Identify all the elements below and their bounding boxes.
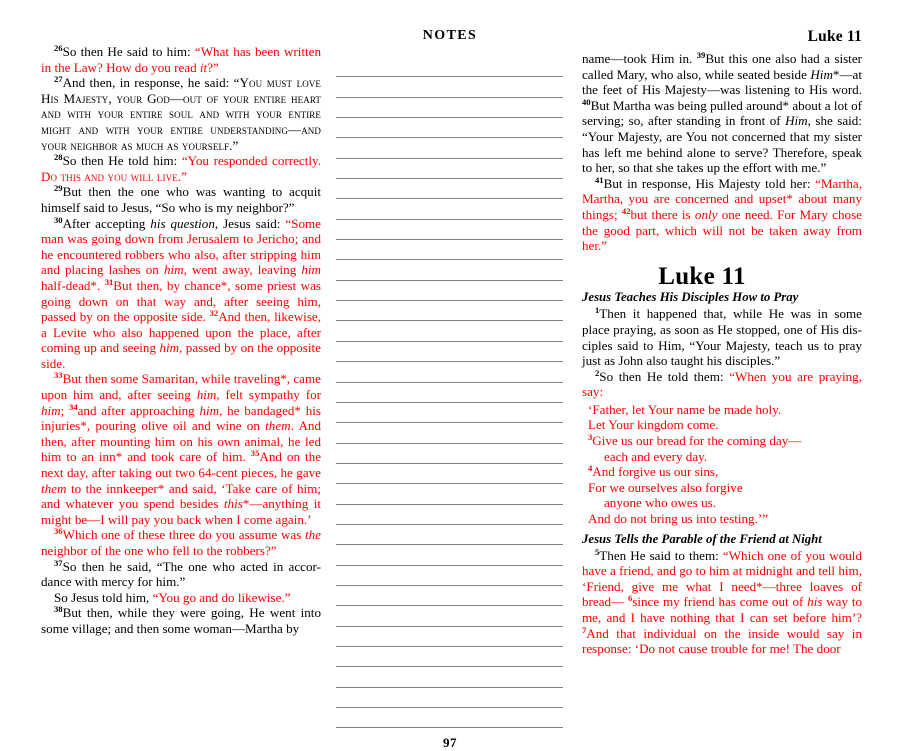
poetry-line xyxy=(582,433,862,449)
note-line[interactable] xyxy=(336,566,563,586)
verse-text: “Some man was going down from Jerusalem to Jericho; and he encountered robbers who also, after stripping him and placing lashes on xyxy=(41,215,321,278)
verse-text: , Jesus said: xyxy=(214,215,286,231)
verse-number: 40 xyxy=(582,96,591,107)
verse-number: 4 xyxy=(588,463,593,474)
verse-text: “You responded correctly. xyxy=(181,153,321,169)
note-line[interactable] xyxy=(336,138,563,158)
verse-text: only xyxy=(694,206,718,222)
poetry-line xyxy=(582,402,862,418)
verse-text: way to me, and I have nothing that I can set before him’? xyxy=(582,594,862,625)
verse-text: the xyxy=(305,527,321,543)
note-line[interactable] xyxy=(336,301,563,321)
verse-text: to the innkeeper* and said, ‘Take care of him; and whatever you spend besides xyxy=(41,480,321,512)
verse-paragraph xyxy=(582,176,862,254)
note-line[interactable] xyxy=(336,444,563,464)
verse-text: And that individual on the inside would say in response: ‘Do not cause trouble for me! The door xyxy=(582,625,862,657)
section-heading: Jesus Teaches His Disciples How to Pray xyxy=(582,290,799,305)
note-line[interactable] xyxy=(336,586,563,606)
prayer-poetry-block xyxy=(582,402,862,527)
left-column-text xyxy=(41,44,321,637)
verse-text: And forgive us our sins, xyxy=(592,464,719,480)
verse-number: 5 xyxy=(595,546,600,557)
verse-text: anyone who owes us. xyxy=(604,495,717,511)
poetry-line xyxy=(582,495,862,511)
verse-text: Let Your kingdom come. xyxy=(588,417,719,433)
verse-text: his xyxy=(807,594,823,610)
verse-paragraph xyxy=(582,306,862,368)
note-line[interactable] xyxy=(336,98,563,118)
verse-number: 1 xyxy=(595,305,600,316)
verse-number: 31 xyxy=(104,276,114,287)
note-line[interactable] xyxy=(336,403,563,423)
verse-text: and after approaching xyxy=(77,402,200,418)
verse-text: name—took Him in. xyxy=(582,51,697,66)
note-line[interactable] xyxy=(336,647,563,667)
verse-text: But then the one who was wanting to acquit himself said to Jesus, “So who is my neighbor?” xyxy=(41,184,321,215)
verse-text: him xyxy=(196,387,217,403)
note-line[interactable] xyxy=(336,57,563,77)
note-line[interactable] xyxy=(336,118,563,138)
verse-text: one need. For Mary chose the good part, which will not be taken away from her.” xyxy=(582,206,862,254)
right-scripture-column xyxy=(582,28,862,698)
page-number: 97 xyxy=(443,735,457,751)
note-line[interactable] xyxy=(336,199,563,219)
verse-number: 2 xyxy=(595,367,600,378)
verse-text: half-dead*. xyxy=(41,277,105,293)
verse-text: But then some Samaritan, while traveling*, came upon him and, after seeing xyxy=(41,371,321,403)
note-line[interactable] xyxy=(336,627,563,647)
right-column-text xyxy=(582,28,862,657)
verse-text: it xyxy=(199,59,208,75)
verse-number: 27 xyxy=(54,74,63,85)
verse-paragraph xyxy=(41,75,321,153)
verse-number: 38 xyxy=(54,604,63,615)
verse-text: neighbor of the one who fell to the robbers?” xyxy=(41,543,277,558)
verse-text: And do not bring us into testing.’” xyxy=(588,511,769,527)
left-scripture-column xyxy=(41,44,321,704)
verse-text: But Martha was being pulled around* about a lot of serving; so, after standing in front of xyxy=(582,97,862,129)
verse-text: *—anything it might be—I will pay you back when I come again.’ xyxy=(41,496,322,527)
poetry-line xyxy=(582,449,862,465)
verse-text: Give us our bread for the coming day— xyxy=(592,433,802,449)
verse-text: Him xyxy=(810,66,833,82)
notes-ruled-lines[interactable] xyxy=(336,57,563,728)
verse-text: him xyxy=(159,340,180,356)
verse-number: 35 xyxy=(250,448,260,459)
verse-paragraph xyxy=(41,184,321,215)
verse-text: him xyxy=(301,262,321,278)
verse-number: 36 xyxy=(54,526,63,537)
verse-number: 28 xyxy=(54,152,63,163)
verse-paragraph xyxy=(41,559,321,590)
verse-paragraph xyxy=(41,153,321,184)
verse-paragraph xyxy=(41,605,321,636)
verse-text: So then He told him: xyxy=(62,153,182,169)
verse-text: Him xyxy=(785,113,808,129)
note-line[interactable] xyxy=(336,688,563,708)
verse-text: .” xyxy=(177,168,187,184)
note-line[interactable] xyxy=(336,667,563,687)
verse-number: 3 xyxy=(588,432,593,443)
verse-number: 37 xyxy=(54,557,63,568)
verse-text: So then He said to him: xyxy=(62,44,195,59)
verse-number: 34 xyxy=(69,401,78,412)
verse-text: Then it happened that, while He was in some place praying, as soon as He stopped, one of His dis-ciples said to Him, “Your Majesty, teach us to pray just as John also taught his disciples.” xyxy=(582,306,862,369)
poetry-line xyxy=(582,417,862,433)
verse-text: ?” xyxy=(207,59,219,75)
verse-text: since my friend has come out of xyxy=(632,594,808,610)
verse-text: You must love His Majesty, your God—out of your entire heart and with your entire soul and with your entire might and with your entire understanding—and your neighbor as much as yourself xyxy=(41,75,321,153)
verse-text: So then he said, “The one who acted in accor-dance with mercy for him.” xyxy=(41,558,321,590)
verse-text: “When you are praying, say: xyxy=(582,368,862,400)
notes-heading: NOTES xyxy=(422,28,478,43)
verse-paragraph xyxy=(41,527,321,558)
note-line[interactable] xyxy=(336,423,563,443)
verse-text: And then, likewise, a Levite who also happened upon the place, after coming up and seeing xyxy=(41,309,322,356)
verse-text: “Martha, Martha, you are concerned and upset* about many things; xyxy=(582,175,862,222)
chapter-title: Luke 11 xyxy=(658,262,746,290)
poetry-line xyxy=(582,480,862,496)
verse-paragraph xyxy=(582,369,862,400)
verse-number: 26 xyxy=(54,43,63,53)
verse-text: him xyxy=(163,262,184,278)
note-line[interactable] xyxy=(336,362,563,382)
note-line[interactable] xyxy=(336,321,563,341)
verse-paragraph xyxy=(582,548,862,657)
verse-text: him xyxy=(199,402,220,418)
verse-paragraph xyxy=(41,216,321,372)
verse-number: 41 xyxy=(595,174,604,185)
verse-text: Do this and you will live xyxy=(41,168,178,184)
verse-text: Then He said to them: xyxy=(599,547,723,563)
verse-text: Which one of these three do you assume was xyxy=(62,527,305,543)
verse-text: , passed by on the opposite side. xyxy=(41,340,321,371)
verse-text: “What has been written in the Law? How do you read xyxy=(41,44,321,75)
verse-text: ‘Father, let Your name be made holy. xyxy=(588,401,782,417)
verse-number: 39 xyxy=(696,50,706,60)
verse-text: .” xyxy=(229,137,239,153)
verse-text: them xyxy=(41,480,67,496)
verse-text: this xyxy=(223,496,243,512)
note-line[interactable] xyxy=(336,505,563,525)
verse-text: , felt sympathy for xyxy=(216,387,321,403)
verse-text: “You go and do likewise.” xyxy=(152,589,291,605)
note-line[interactable] xyxy=(336,220,563,240)
verse-text: ; xyxy=(60,402,70,418)
note-line[interactable] xyxy=(336,606,563,626)
note-line[interactable] xyxy=(336,383,563,403)
running-head: Luke 11 xyxy=(807,28,862,45)
verse-text: him xyxy=(41,402,61,418)
verse-text: But then, by chance*, some priest was going down on that way and, after seeing him, passed by on the opposite side. xyxy=(41,277,321,325)
verse-text: But this one also had a sister called Mary, who also, while seated beside xyxy=(582,51,862,82)
section-heading: Jesus Tells the Parable of the Friend at Night xyxy=(582,531,822,546)
verse-text: , he bandaged* his injuries*, pouring olive oil and wine on xyxy=(41,402,322,434)
verse-paragraph xyxy=(41,44,321,75)
verse-text: . And then, after mounting him on his own animal, he led him to an inn* and took care of him. xyxy=(41,418,321,465)
verse-paragraph xyxy=(41,371,321,527)
verse-paragraph xyxy=(41,590,321,606)
verse-text: But then, while they were going, He went into some village; and then some woman—Martha by xyxy=(41,605,321,636)
verse-text: After accepting xyxy=(62,215,151,231)
verse-text: his question xyxy=(150,215,215,231)
verse-text: “Which one of you would have a friend, and go to him at midnight and tell him, ‘Friend, give me what I need*—three loaves of bread— xyxy=(582,547,862,610)
verse-text: But in response, His Majesty told her: xyxy=(603,175,816,191)
verse-text: them xyxy=(265,418,291,434)
note-line[interactable] xyxy=(336,342,563,362)
verse-number: 32 xyxy=(209,308,219,319)
note-line[interactable] xyxy=(336,464,563,484)
note-line[interactable] xyxy=(336,159,563,179)
verse-text: For we ourselves also forgive xyxy=(588,479,743,495)
verse-number: 6 xyxy=(627,593,633,604)
note-line[interactable] xyxy=(336,281,563,301)
note-line[interactable] xyxy=(336,545,563,565)
note-line[interactable] xyxy=(336,260,563,280)
verse-number: 33 xyxy=(54,370,63,381)
verse-text: So then He told them: xyxy=(599,368,730,384)
poetry-line xyxy=(582,464,862,480)
verse-number: 30 xyxy=(54,214,63,225)
verse-paragraph xyxy=(582,51,862,176)
note-line[interactable] xyxy=(336,240,563,260)
verse-number: 29 xyxy=(54,183,63,194)
notes-column xyxy=(336,28,564,751)
verse-text: And then, in response, he said: “ xyxy=(62,75,240,91)
verse-text: , she said: “Your Majesty, are You not concerned that my sister has left me behind alone to serve? Therefore, speak to her, so that she takes up the effort with me.” xyxy=(582,113,862,176)
verse-text: , went away, leaving xyxy=(183,262,302,278)
verse-text: So Jesus told him, xyxy=(54,589,153,605)
verse-text: And on the next day, after taking out two 64-cent pieces, he gave xyxy=(41,449,322,481)
verse-text: *—at the feet of His Majesty—was listening to His word. xyxy=(582,66,862,98)
verse-number: 7 xyxy=(582,624,587,635)
note-line[interactable] xyxy=(336,179,563,199)
verse-text: but there is xyxy=(630,206,695,222)
note-line[interactable] xyxy=(336,525,563,545)
note-line[interactable] xyxy=(336,708,563,728)
note-line[interactable] xyxy=(336,484,563,504)
verse-text: each and every day. xyxy=(604,448,708,464)
verse-number: 42 xyxy=(621,205,631,216)
poetry-line xyxy=(582,511,862,527)
note-line[interactable] xyxy=(336,77,563,97)
